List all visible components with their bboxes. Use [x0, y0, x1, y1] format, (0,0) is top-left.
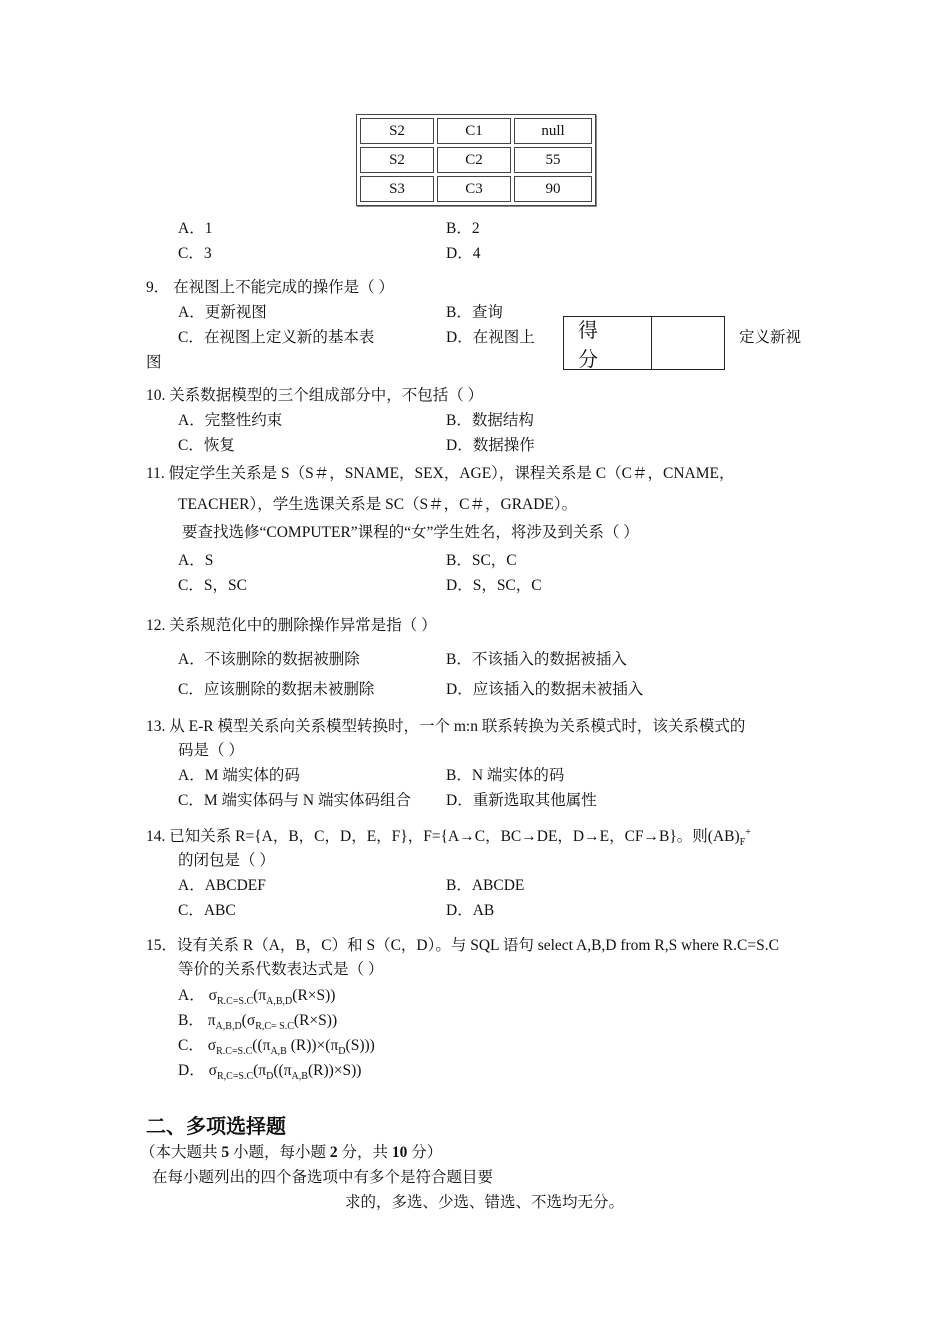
- table-row: [360, 176, 592, 202]
- q12-option-b: B．不该插入的数据被插入: [446, 651, 627, 668]
- expr-part: π: [207, 1012, 216, 1029]
- section-info: [140, 1143, 442, 1163]
- q11-stem-line1: 11. 假定学生关系是 S（S＃，SNAME，SEX，AGE），课程关系是 C（C＃，CNAME，: [146, 465, 735, 482]
- expr-part: (R))×(π: [286, 1037, 339, 1054]
- expr-sub: R,C=S.C: [216, 1071, 254, 1082]
- q12-option-a: A．不该删除的数据被删除: [178, 651, 360, 668]
- q14-stem-text: 14. 已知关系 R={A，B，C，D，E，F}，F={A→C，BC→DE，D→E，CF→B}。则(AB): [146, 828, 740, 845]
- q14-option-d: D．AB: [446, 902, 495, 919]
- q13-option-a: A．M 端实体的码: [178, 767, 300, 784]
- q11-stem-line2: TEACHER），学生选课关系是 SC（S＃，C＃，GRADE）。: [178, 496, 578, 513]
- q13-option-c: C．M 端实体码与 N 端实体码组合: [178, 792, 411, 809]
- table-row: [360, 147, 592, 173]
- q11-stem-line3: 要查找选修“COMPUTER”课程的“女”学生姓名，将涉及到关系（ ）: [182, 524, 639, 541]
- info-text: （本大题共: [140, 1144, 222, 1161]
- table-cell: S2: [360, 147, 434, 173]
- expr-sub: A,B: [291, 1071, 308, 1082]
- info-text: 小题，每小题: [229, 1144, 330, 1161]
- expr-part: σ: [208, 987, 217, 1004]
- relation-table: [356, 114, 596, 206]
- q11-option-d: D．S，SC，C: [446, 577, 542, 594]
- table-cell: C1: [437, 118, 511, 144]
- expr-part: σ: [207, 1037, 217, 1054]
- q15-stem-line2: 等价的关系代数表达式是（ ）: [178, 961, 384, 978]
- q12-stem: 12. 关系规范化中的删除操作异常是指（ ）: [146, 617, 437, 634]
- q12-option-c: C．应该删除的数据未被删除: [178, 681, 375, 698]
- q10-option-c: C．恢复: [178, 437, 235, 454]
- q9-option-b: B．查询: [446, 304, 503, 321]
- q13-stem-line2: 码是（ ）: [178, 742, 244, 759]
- q11-option-c: C．S，SC: [178, 577, 247, 594]
- q10-option-d: D．数据操作: [446, 437, 535, 454]
- expr-sub: A,B,D: [266, 996, 293, 1007]
- q14-subscript: F: [739, 837, 746, 848]
- expr-part: (S))): [345, 1037, 375, 1054]
- q9-option-d-cont: 定义新视: [739, 329, 802, 346]
- expr-sub: A,B: [270, 1046, 287, 1057]
- q13-option-b: B．N 端实体的码: [446, 767, 565, 784]
- q15-option-c: [178, 1036, 375, 1056]
- expr-part: (π: [253, 1062, 267, 1079]
- table-cell: S2: [360, 118, 434, 144]
- expr-part: (π: [253, 987, 267, 1004]
- expr-sub: D: [266, 1071, 274, 1082]
- expr-part: σ: [208, 1062, 217, 1079]
- q11-option-b: B．SC，C: [446, 552, 517, 569]
- q14-stem-line1: [146, 827, 751, 847]
- score-label: 得 分: [564, 317, 652, 369]
- table-cell: 90: [514, 176, 592, 202]
- expr-part: ((π: [252, 1037, 271, 1054]
- q13-option-d: D．重新选取其他属性: [446, 792, 597, 809]
- q9-option-c: C．在视图上定义新的基本表: [178, 329, 375, 346]
- q10-stem: 10. 关系数据模型的三个组成部分中，不包括（ ）: [146, 387, 484, 404]
- q9-option-d-tail: 图: [146, 354, 162, 371]
- option-label: D．: [178, 1062, 205, 1079]
- info-count: 5: [221, 1144, 230, 1161]
- score-box: [563, 316, 725, 370]
- option-label: C．: [178, 1037, 204, 1054]
- table-cell: C3: [437, 176, 511, 202]
- expr-part: (R×S)): [292, 987, 336, 1004]
- q15-option-b: [178, 1011, 337, 1031]
- info-text: 分）: [407, 1144, 443, 1161]
- q8-option-c: C．3: [178, 245, 212, 262]
- q11-option-a: A．S: [178, 552, 214, 569]
- expr-sub: R.C=S.C: [216, 996, 254, 1007]
- info-text: 分，共: [337, 1144, 392, 1161]
- expr-sub: A,B,D: [215, 1021, 242, 1032]
- q9-stem: 9． 在视图上不能完成的操作是（ ）: [146, 279, 395, 296]
- expr-part: (σ: [241, 1012, 256, 1029]
- info-total: 10: [391, 1144, 408, 1161]
- table-row: [360, 118, 592, 144]
- table-cell: S3: [360, 176, 434, 202]
- table-cell: C2: [437, 147, 511, 173]
- q8-option-d: D．4: [446, 245, 481, 262]
- q10-option-a: A．完整性约束: [178, 412, 283, 429]
- option-label: B．: [178, 1012, 204, 1029]
- q10-option-b: B．数据结构: [446, 412, 534, 429]
- q8-option-a: A．1: [178, 220, 213, 237]
- q9-option-d: D．在视图上: [446, 329, 535, 346]
- expr-sub: D: [338, 1046, 346, 1057]
- expr-part: (R×S)): [293, 1012, 338, 1029]
- q14-stem-line2: 的闭包是（ ）: [178, 852, 275, 869]
- q14-option-c: C．ABC: [178, 902, 236, 919]
- q14-option-a: A．ABCDEF: [178, 877, 266, 894]
- expr-part: (R))×S)): [307, 1062, 362, 1079]
- q14-superscript: +: [745, 827, 751, 838]
- table-cell: 55: [514, 147, 592, 173]
- table-cell: null: [514, 118, 592, 144]
- q14-option-b: B．ABCDE: [446, 877, 525, 894]
- expr-sub: R,C= S.C: [255, 1021, 294, 1032]
- info-points: 2: [329, 1144, 338, 1161]
- q12-option-d: D．应该插入的数据未被插入: [446, 681, 644, 698]
- q15-option-a: [178, 986, 335, 1006]
- q9-option-a: A．更新视图: [178, 304, 267, 321]
- q15-option-d: [178, 1061, 361, 1081]
- section-heading: 二、多项选择题: [146, 1114, 286, 1138]
- section-instructions-line1: 在每小题列出的四个备选项中有多个是符合题目要: [152, 1169, 494, 1186]
- q13-stem-line1: 13. 从 E-R 模型关系向关系模型转换时，一个 m:n 联系转换为关系模式时，该关系模式的: [146, 718, 746, 735]
- expr-sub: R.C=S.C: [216, 1046, 253, 1057]
- score-value-field[interactable]: [652, 317, 724, 369]
- option-label: A．: [178, 987, 205, 1004]
- expr-part: ((π: [273, 1062, 292, 1079]
- q8-option-b: B．2: [446, 220, 480, 237]
- section-instructions-line2: 求的，多选、少选、错选、不选均无分。: [345, 1194, 625, 1211]
- q15-stem-line1: 15．设有关系 R（A，B，C）和 S（C，D）。与 SQL 语句 select A,B,D from R,S where R.C=S.C: [146, 937, 779, 954]
